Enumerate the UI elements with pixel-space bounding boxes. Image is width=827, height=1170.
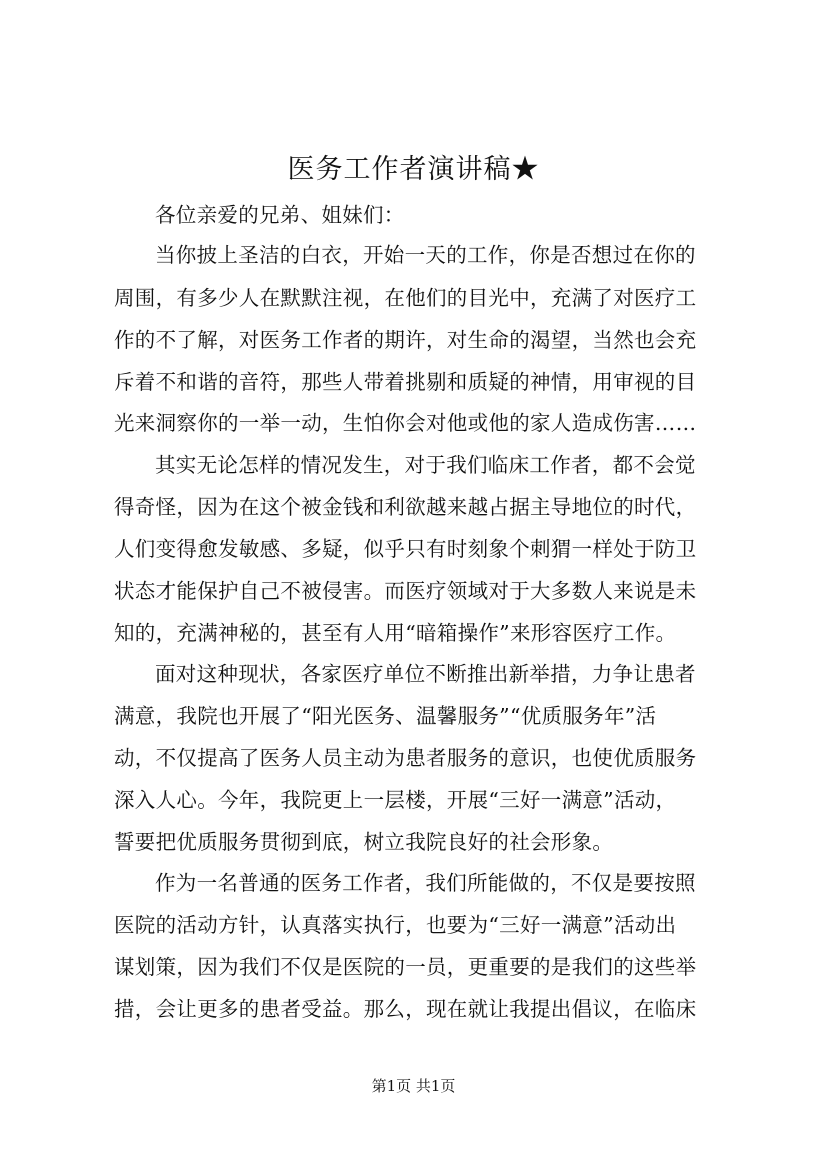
text-line: 光来洞察你的一举一动，生怕你会对他或他的家人造成伤害……: [114, 411, 697, 435]
text-line: 当你披上圣洁的白衣，开始一天的工作，你是否想过在你的: [155, 243, 696, 267]
text-line: 人们变得愈发敏感、多疑，似乎只有时刻象个刺猬一样处于防卫: [114, 537, 697, 561]
text-line: 知的，充满神秘的，甚至有人用“暗箱操作”来形容医疗工作。: [114, 621, 677, 645]
text-line: 动，不仅提高了医务人员主动为患者服务的意识，也使优质服务: [114, 746, 697, 770]
text-line: 作的不了解，对医务工作者的期许，对生命的渴望，当然也会充: [114, 328, 697, 352]
text-line: 其实无论怎样的情况发生，对于我们临床工作者，都不会觉: [155, 453, 696, 477]
text-line: 满意，我院也开展了“阳光医务、温馨服务”“优质服务年”活: [114, 704, 657, 728]
text-line: 谋划策，因为我们不仅是医院的一员，更重要的是我们的这些举: [114, 955, 697, 979]
text-line: 面对这种现状，各家医疗单位不断推出新举措，力争让患者: [155, 662, 696, 686]
text-line: 得奇怪，因为在这个被金钱和利欲越来越占据主导地位的时代，: [114, 495, 697, 519]
page-number-footer: 第1页 共1页: [371, 1077, 456, 1095]
text-line: 状态才能保护自己不被侵害。而医疗领域对于大多数人来说是未: [114, 579, 697, 603]
text-line: 作为一名普通的医务工作者，我们所能做的，不仅是要按照: [155, 871, 696, 895]
document-title: 医务工作者演讲稿★: [287, 154, 540, 185]
text-line: 深入人心。今年，我院更上一层楼，开展“三好一满意”活动，: [114, 788, 677, 812]
text-line-greeting: 各位亲爱的兄弟、姐妹们：: [155, 203, 405, 227]
text-line: 斥着不和谐的音符，那些人带着挑剔和质疑的神情，用审视的目: [114, 370, 697, 394]
text-line: 誓要把优质服务贯彻到底，树立我院良好的社会形象。: [114, 830, 614, 854]
text-line: 周围，有多少人在默默注视，在他们的目光中，充满了对医疗工: [114, 286, 697, 310]
text-line: 措，会让更多的患者受益。那么，现在就让我提出倡议，在临床: [114, 997, 697, 1021]
text-line: 医院的活动方针，认真落实执行，也要为“三好一满意”活动出: [114, 913, 677, 937]
